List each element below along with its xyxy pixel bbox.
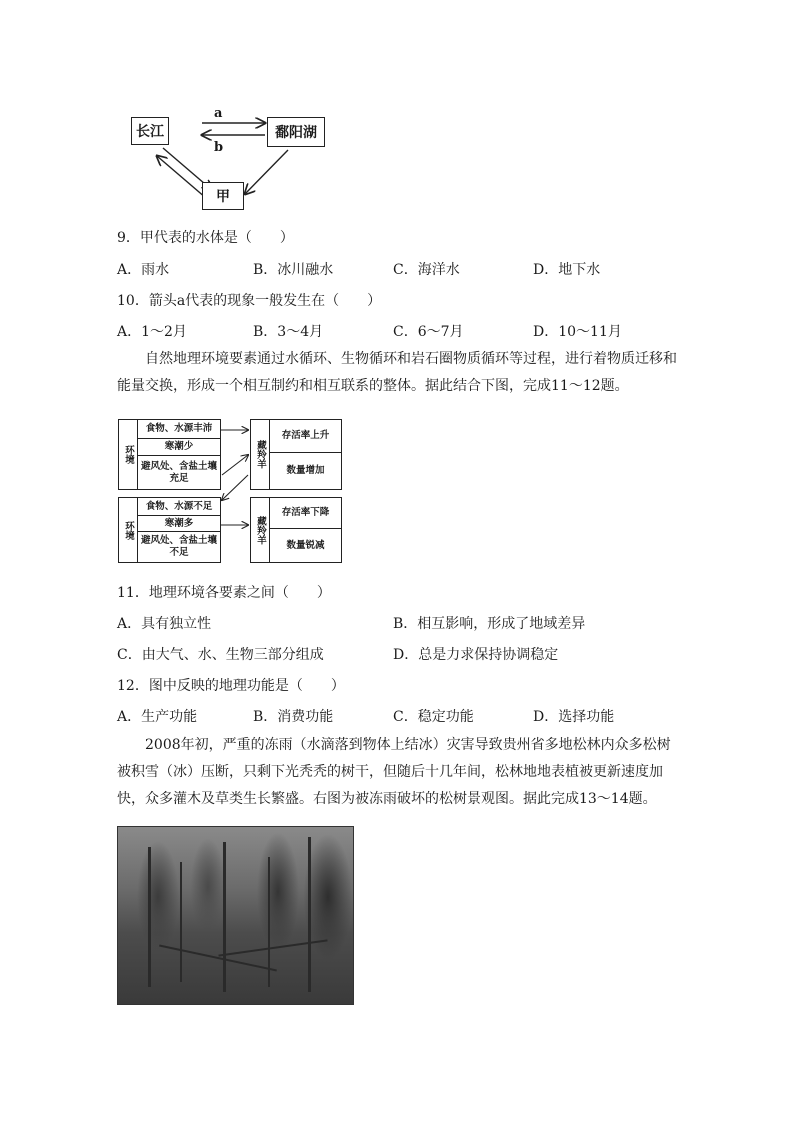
population-sharp-decline: 数量锐减	[286, 539, 325, 551]
question-9-option-b[interactable]: B．冰川融水	[253, 262, 334, 278]
question-12-option-c[interactable]: C．稳定功能	[393, 709, 474, 725]
environment-label: 环境	[119, 420, 138, 489]
question-12-option-a[interactable]: A．生产功能	[117, 709, 198, 725]
environment-label: 环境	[119, 498, 138, 562]
question-10-option-d[interactable]: D．10～11月	[533, 324, 622, 340]
question-12-option-b[interactable]: B．消费功能	[253, 709, 334, 725]
question-11-option-b[interactable]: B．相互影响，形成了地域差异	[393, 616, 586, 632]
arrow-b-label: b	[214, 140, 224, 155]
antelope-label: 藏羚羊	[251, 420, 270, 489]
good-environment-block	[118, 419, 221, 490]
arrow-a-label: a	[214, 106, 223, 121]
question-11-option-a[interactable]: A．具有独立性	[117, 616, 212, 632]
passage-13-14: 2008年初，严重的冻雨（水滴落到物体上结冰）灾害导致贵州省多地松林内众多松树被积雪（冰）压断，只剩下光秃秃的树干，但随后十几年间，松林地地表植被更新速度加快，众多灌木及草类生长繁盛。右图为被冻雨破坏的松树景观图。据此完成13～14题。	[117, 737, 671, 807]
poor-environment-block	[118, 497, 221, 563]
question-10-option-a[interactable]: A．1～2月	[117, 324, 187, 340]
antelope-label: 藏羚羊	[251, 498, 270, 562]
question-9-stem: 9．甲代表的水体是（ ）	[117, 230, 294, 246]
poor-result-block	[250, 497, 342, 563]
many-cold-waves: 寒潮多	[138, 516, 220, 532]
question-9-option-a[interactable]: A．雨水	[117, 262, 170, 278]
good-result-block	[250, 419, 342, 490]
question-10-option-c[interactable]: C．6～7月	[393, 324, 464, 340]
yangtze-box: 长江	[131, 117, 169, 145]
survival-rate-down: 存活率下降	[270, 498, 341, 529]
question-9-option-d[interactable]: D．地下水	[533, 262, 601, 278]
question-11-stem: 11．地理环境各要素之间（ ）	[117, 585, 331, 601]
population-increase: 数量增加	[286, 465, 325, 476]
question-12-option-d[interactable]: D．选择功能	[533, 709, 615, 725]
survival-rate-up: 存活率上升	[270, 420, 341, 453]
question-10-option-b[interactable]: B．3～4月	[253, 324, 324, 340]
sheltered-salt-insufficient: 避风处、含盐土壤不足	[140, 535, 217, 558]
poyang-lake-box: 鄱阳湖	[267, 117, 325, 147]
poor-food-water: 食物、水源不足	[138, 498, 220, 516]
good-food-water: 食物、水源丰沛	[138, 420, 220, 439]
passage-11-12: 自然地理环境要素通过水循环、生物循环和岩石圈物质循环等过程，进行着物质迁移和能量交换，形成一个相互制约和相互联系的整体。据此结合下图，完成11～12题。	[117, 351, 677, 394]
question-10-stem: 10．箭头a代表的现象一般发生在（ ）	[117, 293, 382, 309]
few-cold-waves: 寒潮少	[138, 439, 220, 456]
diagram2-arrows	[220, 420, 252, 560]
question-12-stem: 12．图中反映的地理功能是（ ）	[117, 678, 345, 694]
question-11-option-d[interactable]: D．总是力求保持协调稳定	[393, 647, 559, 663]
question-11-option-c[interactable]: C．由大气、水、生物三部分组成	[117, 647, 324, 663]
jia-box: 甲	[202, 182, 244, 210]
question-9-option-c[interactable]: C．海洋水	[393, 262, 460, 278]
damaged-pine-forest-photo	[117, 826, 354, 1005]
sheltered-salt-sufficient: 避风处、含盐土壤充足	[140, 460, 217, 484]
